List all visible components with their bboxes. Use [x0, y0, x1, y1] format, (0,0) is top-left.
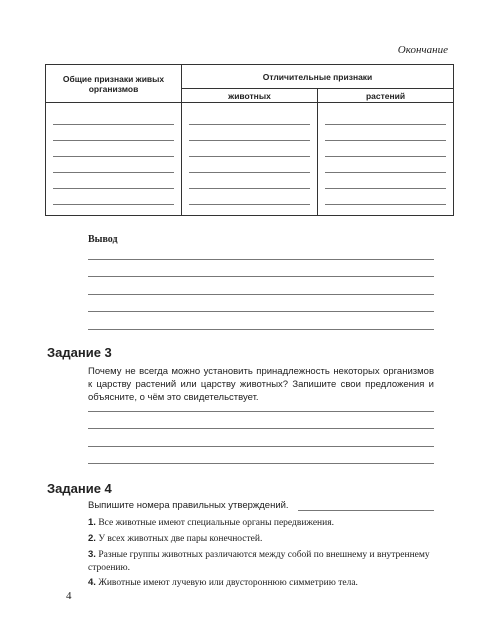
- page-number: 4: [66, 590, 72, 602]
- answer-line[interactable]: [88, 295, 434, 313]
- answer-line[interactable]: [88, 412, 434, 430]
- plants-header: растений: [318, 89, 454, 103]
- statement-number: 1.: [88, 517, 96, 528]
- answer-line[interactable]: [325, 189, 446, 205]
- answer-line[interactable]: [189, 109, 310, 125]
- statement-text: Все животные имеют специальные органы передвижения.: [98, 518, 334, 528]
- statement-number: 3.: [88, 549, 96, 560]
- answer-line[interactable]: [88, 429, 434, 447]
- answer-line[interactable]: [53, 141, 174, 157]
- conclusion-label: Вывод: [88, 234, 118, 245]
- answer-line[interactable]: [53, 157, 174, 173]
- answer-line[interactable]: [189, 173, 310, 189]
- running-header: Окончание: [397, 44, 448, 56]
- answer-line[interactable]: [88, 394, 434, 412]
- statement-4: [88, 576, 434, 590]
- answer-line[interactable]: [53, 125, 174, 141]
- answer-line[interactable]: [88, 242, 434, 260]
- answer-line[interactable]: [53, 109, 174, 125]
- task4-question: Выпишите номера правильных утверждений.: [88, 500, 289, 511]
- answer-line[interactable]: [189, 125, 310, 141]
- answer-line[interactable]: [53, 189, 174, 205]
- statement-text: У всех животных две пары конечностей.: [98, 534, 263, 544]
- answer-line[interactable]: [53, 173, 174, 189]
- statement-3: [88, 548, 434, 575]
- statement-number: 2.: [88, 533, 96, 544]
- statement-number: 4.: [88, 577, 96, 588]
- answer-line[interactable]: [325, 125, 446, 141]
- task4-title: Задание 4: [47, 481, 112, 496]
- answer-line[interactable]: [88, 447, 434, 465]
- common-features-header: Общие признаки живых организмов: [46, 65, 182, 103]
- distinctive-features-header: Отличительные признаки: [182, 65, 454, 89]
- answer-line[interactable]: [325, 141, 446, 157]
- answer-line[interactable]: [189, 157, 310, 173]
- answer-line[interactable]: [325, 157, 446, 173]
- plants-cell[interactable]: [318, 103, 454, 216]
- answer-line[interactable]: [325, 109, 446, 125]
- conclusion-lines: [88, 242, 434, 330]
- common-features-cell[interactable]: [46, 103, 182, 216]
- answer-line[interactable]: [88, 277, 434, 295]
- answer-line[interactable]: [298, 510, 434, 511]
- answer-line[interactable]: [325, 173, 446, 189]
- answer-line[interactable]: [189, 189, 310, 205]
- statement-text: Разные группы животных различаются между собой по внешнему и внутреннему строению.: [88, 550, 430, 573]
- task3-lines: [88, 394, 434, 464]
- statement-1: [88, 516, 434, 530]
- answer-line[interactable]: [189, 141, 310, 157]
- comparison-table: [45, 64, 454, 216]
- answer-line[interactable]: [88, 312, 434, 330]
- animals-cell[interactable]: [182, 103, 318, 216]
- task3-text: Почему не всегда можно установить принадлежность некоторых организмов к царству растений или царству животных? Запишите свои предложения и объясните, о чём это свидетельствует.: [88, 366, 434, 403]
- animals-header: животных: [182, 89, 318, 103]
- answer-line[interactable]: [88, 260, 434, 278]
- task3-title: Задание 3: [47, 345, 112, 360]
- statement-2: [88, 532, 434, 546]
- statement-text: Животные имеют лучевую или двустороннюю симметрию тела.: [98, 578, 358, 588]
